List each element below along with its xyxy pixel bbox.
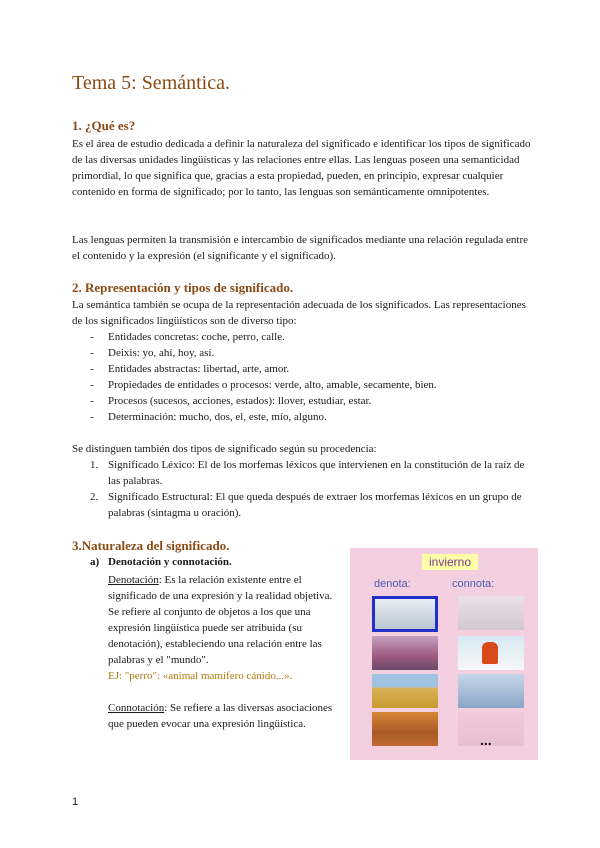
denotes-label: denota: xyxy=(374,578,411,590)
subsection-label: a) xyxy=(90,556,100,568)
denotation-text: : Es la relación existente entre el significado de una expresión y la realidad objetiva. Se refiere al conjunto de objetos a los que una expresión lingüística puede ser atribuida (su denotación), estableciendo una relación entre las palabras y el "mundo". xyxy=(108,574,333,666)
ellipsis: ... xyxy=(480,732,492,748)
winter-scene-image xyxy=(458,596,524,630)
figure-column-headers xyxy=(374,578,530,590)
list-item xyxy=(72,457,532,489)
list-number: 2. xyxy=(90,491,99,503)
denotation-term: Denotación xyxy=(108,574,159,586)
section-2-heading: 2. Representación y tipos de significado. xyxy=(72,280,294,295)
section-3-heading: 3.Naturaleza del significado. xyxy=(72,538,230,553)
blossom-tree-image xyxy=(372,636,438,670)
list-text: Significado Estructural: El que queda después de extraer los morfemas léxicos en un grupo de palabras (sintagma u oración). xyxy=(108,491,522,519)
subsection-title: Denotación y connotación. xyxy=(108,556,232,568)
skier-figure xyxy=(482,642,498,664)
section-1-heading: 1. ¿Qué es? xyxy=(72,118,136,133)
connotation-term: Connotación xyxy=(108,702,165,714)
list-number: 1. xyxy=(90,459,99,471)
autumn-forest-image xyxy=(372,712,438,746)
denotation-example: EJ: "perro": «animal mamífero cánido...». xyxy=(108,670,293,682)
list-item: - Entidades concretas: coche, perro, calle. xyxy=(72,329,532,345)
wheat-field-image xyxy=(372,674,438,708)
list-item: - Deixis: yo, ahí, hoy, así. xyxy=(72,345,532,361)
list-item: - Procesos (sucesos, acciones, estados): llover, estudiar, estar. xyxy=(72,393,532,409)
figure-word: invierno xyxy=(422,554,478,570)
connotes-label: connota: xyxy=(452,578,495,590)
denotation-definition xyxy=(108,572,338,668)
page-title: Tema 5: Semántica. xyxy=(72,72,230,94)
snowy-trees-image xyxy=(372,596,438,632)
meaning-types-list xyxy=(72,329,532,425)
meaning-origin-list xyxy=(72,457,532,521)
section-2-intro: La semántica también se ocupa de la representación adecuada de los significados. Las representaciones de los significados lingüísticos son de diverso tipo: xyxy=(72,299,526,327)
skier-image xyxy=(458,636,524,670)
subsection-heading xyxy=(90,556,232,568)
list-text: Significado Léxico: El de los morfemas léxicos que intervienen en la constitución de la raíz de las palabras. xyxy=(108,459,525,487)
list-item xyxy=(72,489,532,521)
page-number: 1 xyxy=(72,796,79,808)
snow-cabin-image xyxy=(458,674,524,708)
section-1-paragraph-2: Las lenguas permiten la transmisión e intercambio de significados mediante una relación regulada entre el contenido y la expresión (el significante y el significado). xyxy=(72,234,529,262)
section-1-paragraph-1: Es el área de estudio dedicada a definir la naturaleza del significado e identificar los tipos de significado de las diversas unidades lingüísticas y las relaciones entre ellas. Las lenguas poseen una semanticidad primordial, lo que significa que, gracias a esta propiedad, pueden, en principio, expresar cualquier contenido en forma de significado; por lo tanto, las lenguas son semánticamente omnipotentes. xyxy=(72,138,531,198)
connotation-text: : Se refiere a las diversas asociaciones que pueden evocar una expresión lingüística. xyxy=(108,702,333,730)
connotation-definition xyxy=(108,700,338,732)
winter-illustration xyxy=(350,548,538,760)
list-item: - Propiedades de entidades o procesos: verde, alto, amable, secamente, bien. xyxy=(72,377,532,393)
section-2-intro-2: Se distinguen también dos tipos de significado según su procedencia: xyxy=(72,443,377,455)
list-item: - Entidades abstractas: libertad, arte, amor. xyxy=(72,361,532,377)
list-item: - Determinación: mucho, dos, el, este, mío, alguno. xyxy=(72,409,532,425)
